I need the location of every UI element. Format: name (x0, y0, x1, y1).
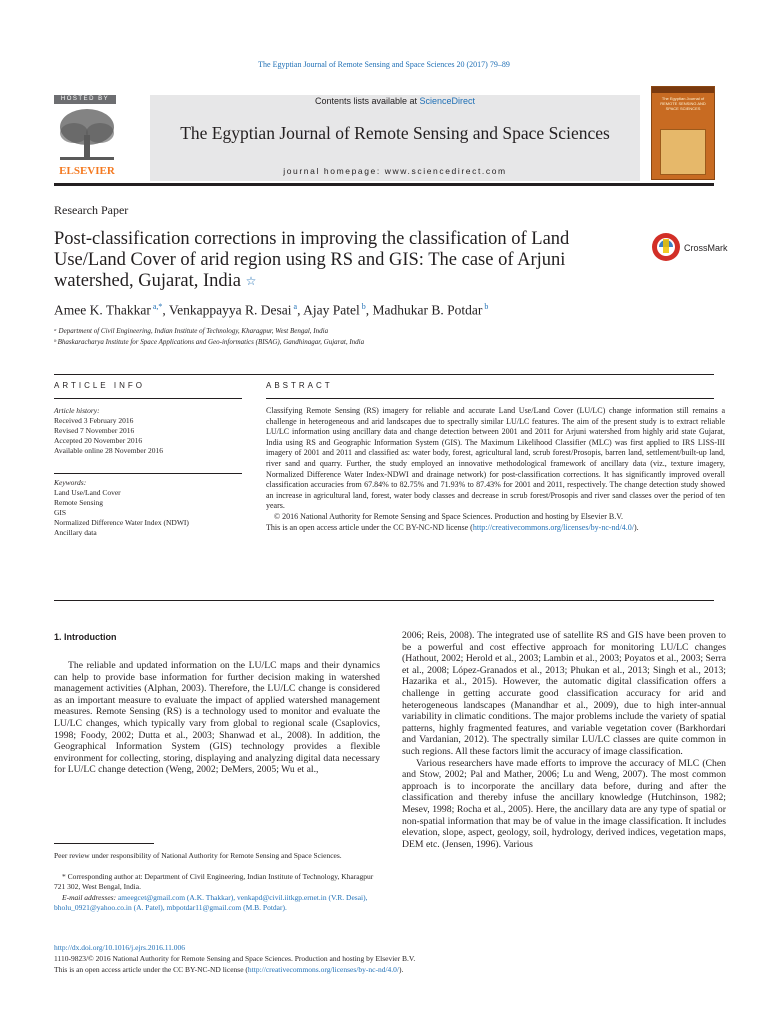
author-name: Ajay Patel (303, 302, 360, 318)
intro-paragraph: 2006; Reis, 2008). The integrated use of satellite RS and GIS have been proven to be a powerful and cost effective approach for monitoring LU/LC changes (Hathout, 2002; Herold et al., 2003; Lambin et al., 2003; Poyatos et al., 2003; Serra et al., 2008; López-Granados et al., 2013; Phukan et al., 2013; Singh et al., 2013; Hazarika et al., 2015). However, the automatic digital classification offers a challenge in getting accurate good classification accuracy for arid and heterogeneous landscapes (Manandhar et al., 2009), due to high inter-annual variability in climatic conditions. The major problems include the variety of spatial patterns, highly fragmented features, and variable vegetation cover (Barkhordari and Vardanian, 2012). The spectrally similar LU/LC classes are quite common in such regions. All these factors limit the accuracy of image classification. (402, 630, 726, 757)
author-separator: , (162, 302, 169, 318)
keywords-label: Keywords: (54, 478, 87, 487)
cover-title: The Egyptian Journal of REMOTE SENSING AND SPACE SCIENCES (660, 96, 706, 111)
keyword-item: Land Use/Land Cover (54, 488, 121, 497)
history-online: Available online 28 November 2016 (54, 446, 163, 455)
abstract-rule (266, 398, 714, 399)
history-revised: Revised 7 November 2016 (54, 426, 135, 435)
author-separator: , (365, 302, 373, 318)
elsevier-wordmark: ELSEVIER (59, 165, 115, 177)
affiliation-b: ᵇ Bhaskaracharya Institute for Space Applications and Geo-informatics (BISAG), Gandhinagar, Gujarat, India (54, 338, 365, 346)
crossmark-badge[interactable] (651, 230, 731, 264)
author-affiliation-mark[interactable]: a (291, 302, 298, 311)
info-separator (54, 473, 242, 474)
keyword-item: Remote Sensing (54, 498, 103, 507)
author-name: Madhukar B. Potdar (372, 302, 483, 318)
journal-homepage[interactable]: journal homepage: www.sciencedirect.com (283, 166, 507, 176)
author-affiliation-mark[interactable]: b (359, 302, 366, 311)
abstract-license: This is an open access article under the CC BY-NC-ND license (http://creativecommons.org/licenses/by-nc-nd/4.0/). (266, 522, 639, 532)
author-list (54, 302, 488, 319)
masthead-rule (54, 183, 714, 186)
paper-title: Post-classification corrections in improving the classification of Land Use/Land Cover of arid region using RS and GIS: The case of Arjuni watershed, Gujarat, India ☆ (54, 229, 570, 291)
footnote-emails: E-mail addresses: ameegcet@gmail.com (A.K. Thakkar), venkapd@civil.iitkgp.ernet.in (V.R. Desai), bholu_0921@yahoo.co.in (A. Patel), mbpotdar11@gmail.com (M.B. Potdar). (54, 893, 368, 912)
abstract-body (266, 406, 725, 533)
footer-license-link[interactable]: http://creativecommons.org/licenses/by-nc-nd/4.0/ (247, 965, 399, 974)
footnote-corresponding: * Corresponding author at: Department of Civil Engineering, Indian Institute of Technology, Kharagpur 721 302, West Bengal, India. (54, 872, 374, 891)
intro-column-right (402, 630, 726, 850)
journal-citation-link[interactable]: The Egyptian Journal of Remote Sensing and Space Sciences 20 (2017) 79–89 (258, 60, 510, 69)
article-info-rule (54, 398, 242, 399)
contents-line: Contents lists available at ScienceDirect (314, 96, 476, 106)
abstract-heading: ABSTRACT (266, 381, 333, 390)
abstract-license-link[interactable]: http://creativecommons.org/licenses/by-nc-nd/4.0/ (472, 522, 634, 532)
intro-paragraph: The reliable and updated information on the LU/LC maps and their dynamics can help to provide base information for further decision making in watershed management activities (Alphan, 2003). Therefore, the LU/LC change is considered as an important measure to evaluate the impact of applied watershed management measures. Remote Sensing (RS) is a technology used to monitor and evaluate the LU/LC changes, which typically vary from global to regional scale (Csaplovics, 1998; Foody, 2002; Dutta et al., 2003; Shanwad et al., 2008). In addition, the Geographical Information System (GIS) technology provides a flexible environment for collecting, storing, displaying and analyzing digital data necessary for LU/LC change detection (Weng, 2002; DeMers, 2005; Wu et al., (54, 660, 380, 776)
footnote-peer-review: Peer review under responsibility of National Authority for Remote Sensing and Space Sciences. (54, 851, 342, 860)
footer-license: This is an open access article under the CC BY-NC-ND license (http://creativecommons.org/licenses/by-nc-nd/4.0/). (54, 965, 404, 974)
cover-image (660, 129, 706, 175)
crossmark-icon (651, 230, 731, 264)
author-name: Venkappayya R. Desai (168, 302, 292, 318)
abstract-copyright: © 2016 National Authority for Remote Sensing and Space Sciences. Production and hosting by Elsevier B.V. (274, 511, 623, 521)
history-label: Article history: (54, 406, 100, 415)
abstract-text: Classifying Remote Sensing (RS) imagery for reliable and accurate Land Use/Land Cover (LU/LC) change information still remains a challenge in heterogeneous and arid landscapes due to spectrally similar LU/LC features. The aim of the present study is to extract reliable LU/LC information using ancillary data and change detection between 2001 and 2011 for Arjuni watershed from highly arid state Gujarat, India using RS and Geographic Information System (GIS). The Maximum Likelihood Classifier (MLC) was first applied to IRS LISS-III imagery of 2001 and 2011 and classified as: water body, forest, agricultural land, scrub forest/Prosopis, barren land, settlement/built-up land, river sand and quarry. Further, the study employed an innovative methodological framework of ancillary data (viz., texture imagery, Normalized Difference Water Index-NDWI and drainage network) for post-classification corrections. It has significantly improved overall classification accuracies from 67.84% to 82.75% and 71.93% to 87.43% for 2001 and 2011, respectively. The change detection study showed an increase in agricultural land, forest, water body classes and decrease in scrub forest/Prosopis and river sand classes over the period of ten years. (266, 406, 725, 511)
elsevier-logo[interactable] (54, 105, 120, 177)
author-affiliation-mark[interactable]: a,* (150, 302, 163, 311)
elsevier-tree-icon (54, 105, 120, 177)
crossmark-label: CrossMark (684, 243, 728, 253)
history-received: Received 3 February 2016 (54, 416, 134, 425)
article-history (54, 406, 242, 456)
issn-copyright: 1110-9823/© 2016 National Authority for Remote Sensing and Space Sciences. Production and hosting by Elsevier B.V. (54, 954, 416, 963)
intro-paragraph: Various researchers have made efforts to improve the accuracy of MLC (Chen and Stow, 2002; Pal and Mather, 2006; Lu and Weng, 2007). The most common approach is to incorporate the ancillary data before, during and after the classification and thereby infuse the ancillary knowledge (Hutchinson, 1982; Mesev, 1998; Rocha et al., 2005). Here, the ancillary data are any type of spatial or non-spatial information that may be of value in the image classification. It includes elevation, slope, aspect, geology, soil, hydrology, derived indices, vegetation maps, DEM etc. (Jensen, 1996). Various (402, 757, 726, 850)
section-heading-introduction: 1. Introduction (54, 632, 117, 642)
author-separator: , (297, 302, 304, 318)
affiliation-a: ᵃ Department of Civil Engineering, Indian Institute of Technology, Kharagpur, West Bengal, India (54, 327, 329, 335)
article-type: Research Paper (54, 203, 129, 217)
intro-column-left (54, 660, 380, 776)
journal-title: The Egyptian Journal of Remote Sensing and Space Sciences (180, 123, 610, 143)
history-accepted: Accepted 20 November 2016 (54, 436, 143, 445)
keyword-item: Ancillary data (54, 528, 97, 537)
doi-link[interactable]: http://dx.doi.org/10.1016/j.ejrs.2016.11.006 (54, 943, 186, 952)
author-affiliation-mark[interactable]: b (482, 302, 489, 311)
article-info-heading: ARTICLE INFO (54, 381, 145, 390)
keyword-item: Normalized Difference Water Index (NDWI) (54, 518, 189, 527)
keywords (54, 478, 242, 538)
sciencedirect-link[interactable]: ScienceDirect (419, 96, 476, 106)
abstract-end-rule (54, 600, 714, 601)
section-divider (54, 374, 714, 375)
footnote-rule (54, 843, 154, 844)
email-links[interactable]: ameegcet@gmail.com (A.K. Thakkar), venkapd@civil.iitkgp.ernet.in (V.R. Desai), bholu_0921@yahoo.co.in (A. Patel), mbpotdar11@gmail.com (M.B. Potdar). (54, 893, 368, 912)
author-name: Amee K. Thakkar (54, 302, 151, 318)
title-footnote-mark[interactable]: ☆ (245, 274, 257, 288)
keyword-item: GIS (54, 508, 67, 517)
hosted-by-label: HOSTED BY (54, 95, 116, 104)
journal-cover-thumbnail[interactable] (651, 86, 715, 180)
cover-strip (652, 87, 714, 93)
